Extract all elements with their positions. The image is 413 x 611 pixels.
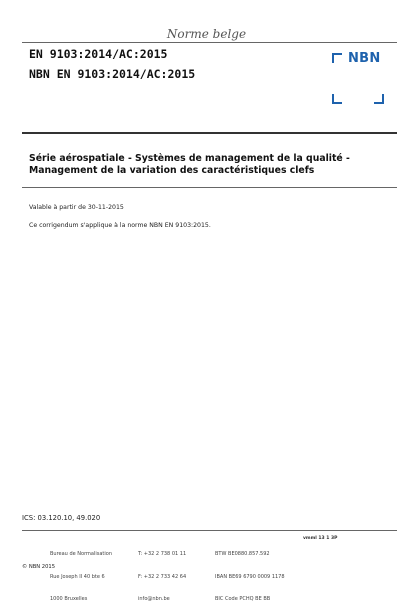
footer-address-line: 1000 Bruxelles [50, 596, 88, 602]
validity-date: Valable à partir de 30-11-2015 [29, 204, 124, 211]
footer-divider [22, 530, 397, 531]
document-title-line-1: Série aérospatiale - Systèmes de management de la qualité - [29, 153, 350, 164]
footer-contact [138, 536, 186, 611]
title-top-divider [22, 132, 397, 134]
footer-address-line: Rue Joseph II 40 bte 6 [50, 573, 105, 580]
logo-corner-top-left [332, 53, 342, 63]
title-bottom-divider [22, 187, 397, 188]
footer-iban: IBAN BE69 6790 0009 1178 [215, 573, 285, 580]
ics-code: ICS: 03.120.10, 49.020 [22, 514, 101, 522]
footer-address-line: Bureau de Normalisation [50, 551, 113, 557]
footer-address [50, 536, 112, 611]
logo-corner-bottom-left [332, 94, 342, 104]
standard-nbn-number: NBN EN 9103:2014/AC:2015 [29, 67, 196, 81]
logo-text: NBN [348, 51, 381, 66]
footer-vat: BTW BE0880.857.592 [215, 551, 270, 557]
footer-tag: vmml 13 1 3P [303, 536, 338, 541]
logo-corner-bottom-right [374, 94, 384, 104]
footer-bic: BIC Code PCHQ BE BB [215, 596, 271, 602]
document-title [29, 153, 389, 176]
header-divider [22, 42, 397, 43]
page-header-label: Norme belge [166, 27, 247, 41]
standard-number: EN 9103:2014/AC:2015 [29, 47, 168, 61]
nbn-logo [332, 50, 384, 104]
document-title-line-2: Management de la variation des caractéristiques clefs [29, 164, 315, 176]
copyright-notice: © NBN 2015 [22, 564, 56, 570]
footer-bank [215, 536, 285, 611]
footer-email: info@nbn.be [138, 596, 170, 602]
footer-phone: T: +32 2 738 01 11 [138, 551, 187, 557]
corrigendum-note: Ce corrigendum s'applique à la norme NBN EN 9103:2015. [29, 222, 211, 229]
footer-fax: F: +32 2 733 42 64 [138, 573, 187, 580]
